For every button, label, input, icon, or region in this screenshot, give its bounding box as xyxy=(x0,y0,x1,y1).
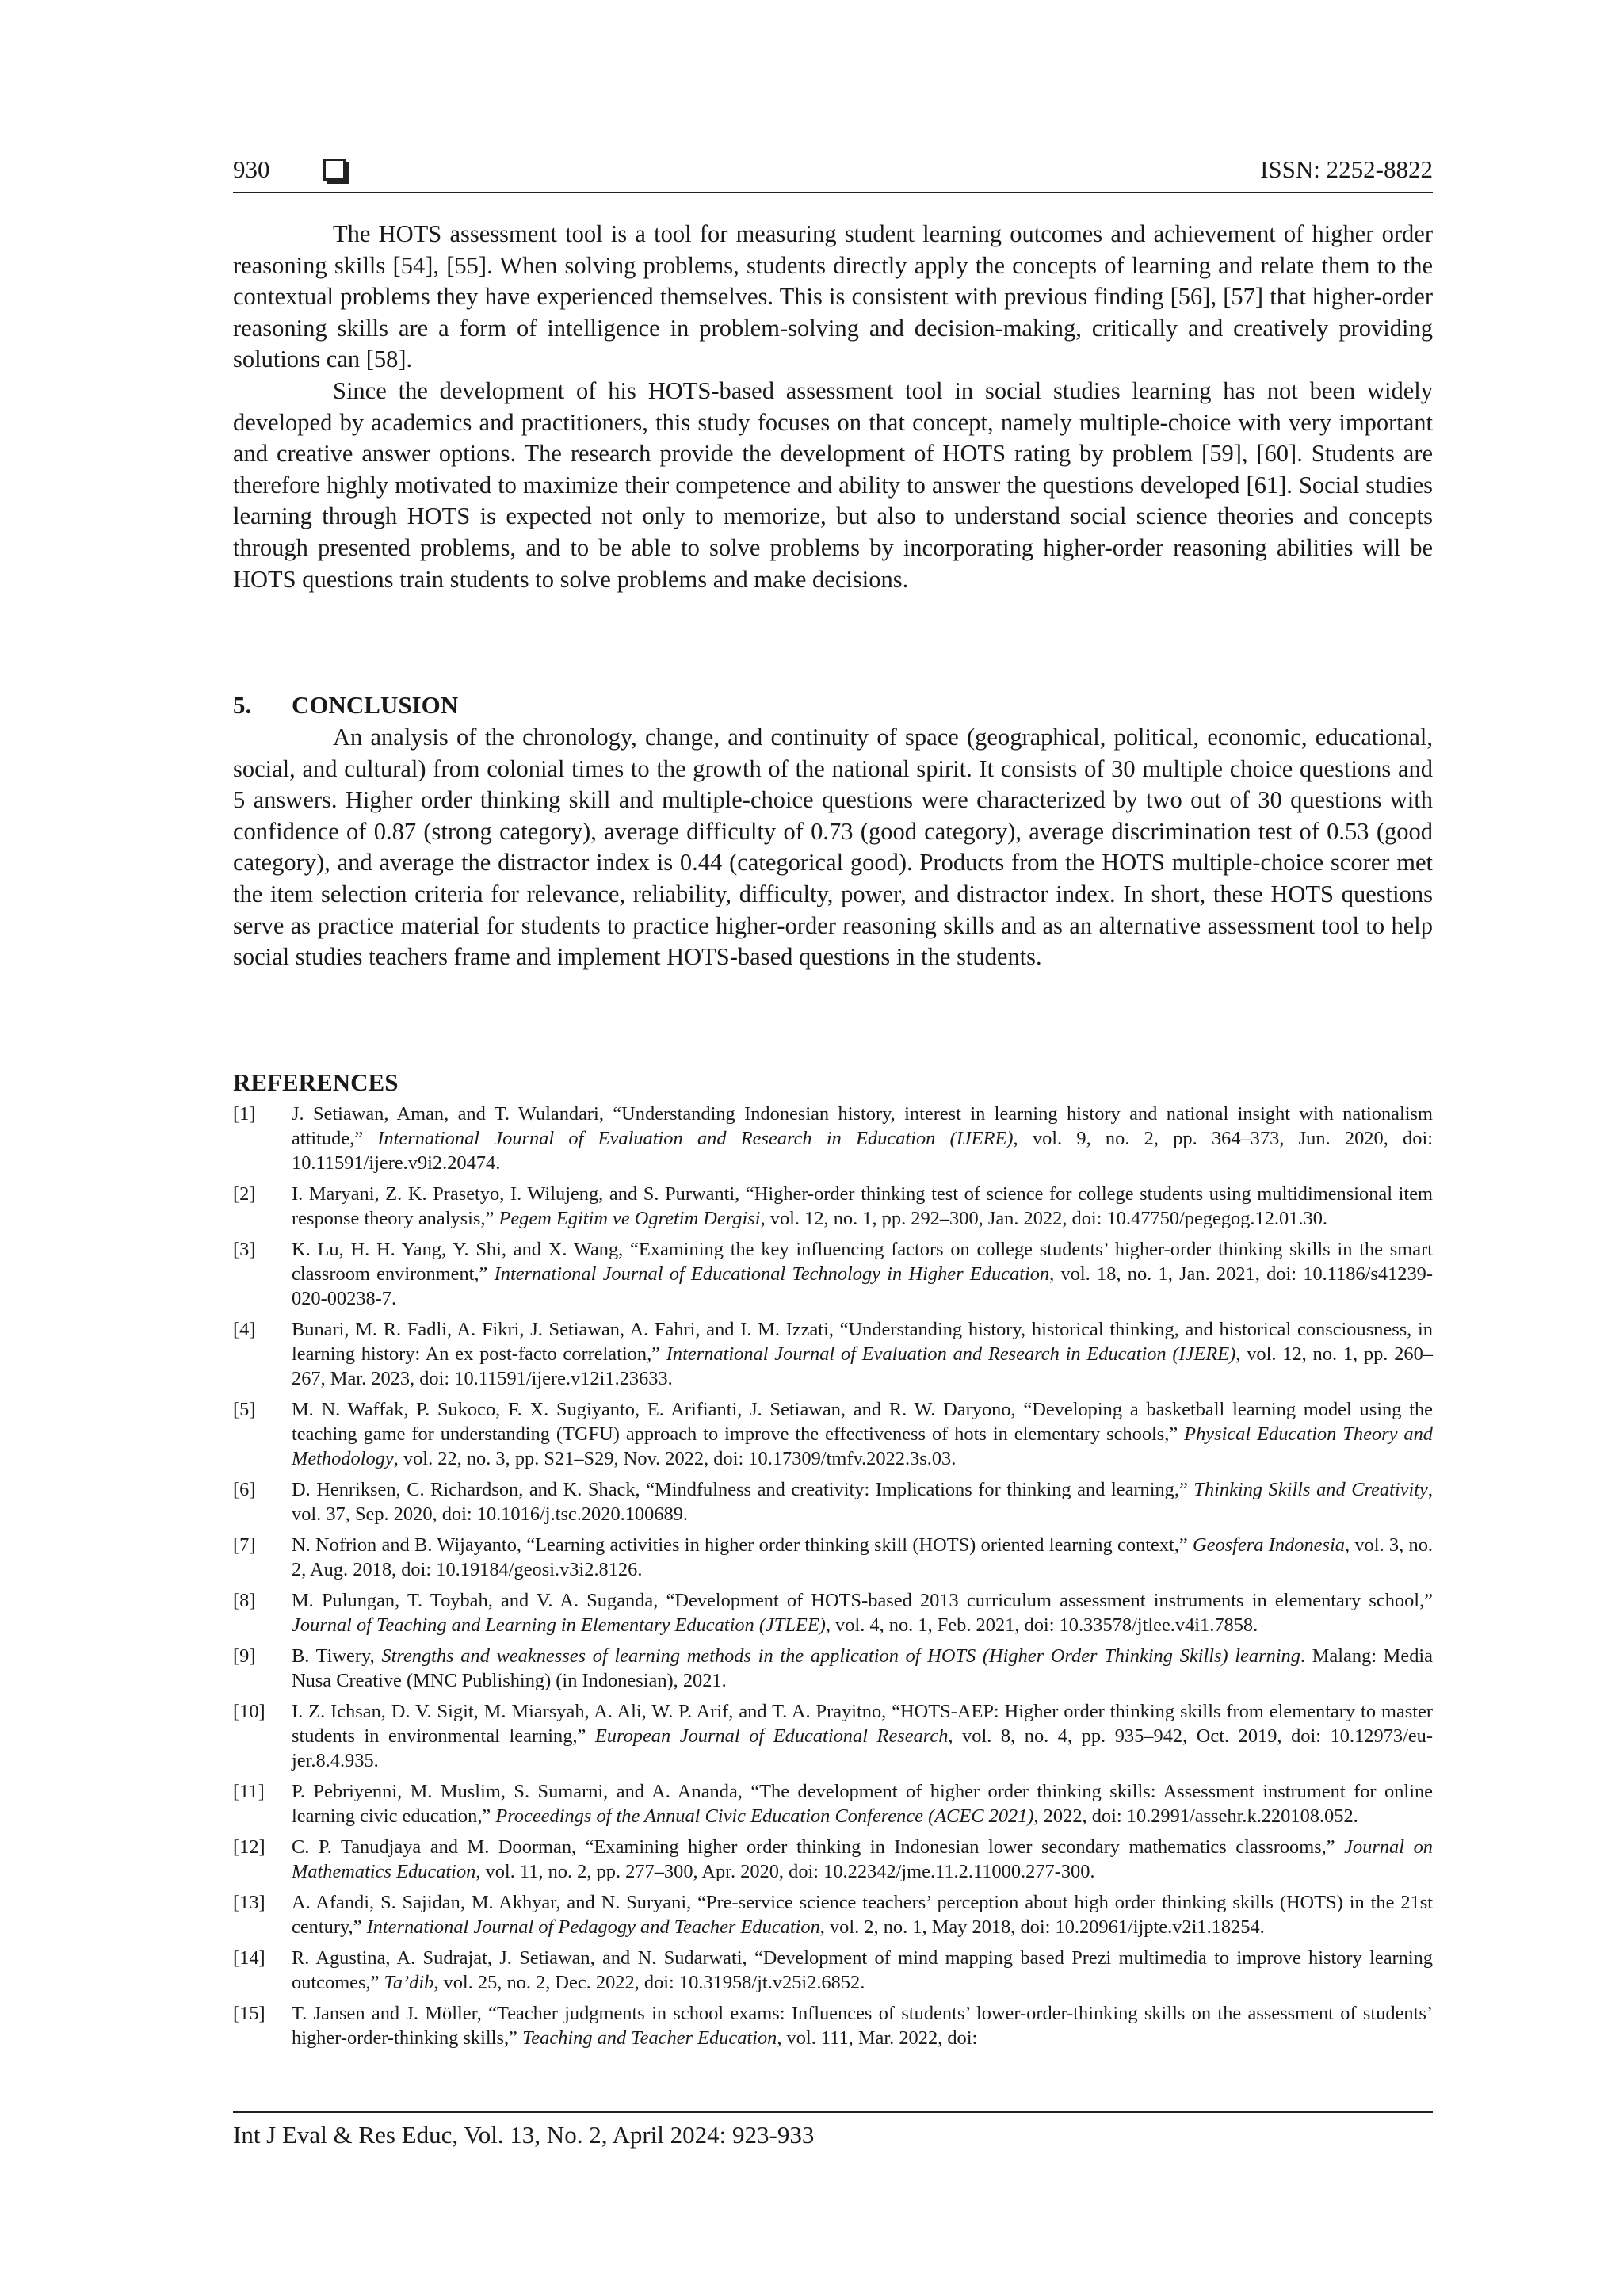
reference-details: , vol. 3, no. 2, Aug. 2018, doi: 10.19184/geosi.v3i2.8126. xyxy=(292,1534,1434,1580)
reference-details: . Malang: Media Nusa Creative (MNC Publishing) (in Indonesian), 2021. xyxy=(292,1645,1433,1691)
reference-journal: International Journal of Pedagogy and Teacher Education xyxy=(366,1916,820,1938)
reference-number: [4] xyxy=(233,1319,256,1340)
reference-journal: Thinking Skills and Creativity xyxy=(1193,1479,1428,1500)
reference-item xyxy=(233,1533,1433,1582)
conclusion-section xyxy=(233,722,1433,973)
reference-item xyxy=(233,1102,1433,1175)
reference-number: [12] xyxy=(233,1836,265,1858)
reference-item xyxy=(233,1699,1433,1773)
reference-journal: European Journal of Educational Research xyxy=(594,1725,949,1747)
reference-number: [15] xyxy=(233,2003,265,2024)
reference-number: [5] xyxy=(233,1399,256,1420)
conclusion-paragraph: An analysis of the chronology, change, and continuity of space (geographical, political, economic, educational, social, and cultural) from colonial times to the growth of the national spirit. It consists of 30 multiple choice questions and 5 answers. Higher order thinking skill and multiple-choice questions were characterized by two out of 30 questions with confidence of 0.87 (strong category), average difficulty of 0.73 (good category), average discrimination test of 0.53 (good category), and average the distractor index is 0.44 (categorical good). Products from the HOTS multiple-choice scorer met the item selection criteria for relevance, reliability, difficulty, power, and distractor index. In short, these HOTS questions serve as practice material for students to practice higher-order reasoning skills and as an alternative assessment tool to help social studies teachers frame and implement HOTS-based questions in the students. xyxy=(233,724,1433,971)
reference-details: , vol. 18, no. 1, Jan. 2021, doi: 10.1186/s41239-020-00238-7. xyxy=(292,1263,1434,1309)
reference-authors-title: M. Pulungan, T. Toybah, and V. A. Suganda, “Development of HOTS-based 2013 curriculum assessment instruments in elementary school,” xyxy=(292,1590,1433,1611)
reference-details: , vol. 111, Mar. 2022, doi: xyxy=(777,2027,978,2049)
reference-item xyxy=(233,1835,1433,1884)
reference-number: [11] xyxy=(233,1781,265,1802)
references-heading: REFERENCES xyxy=(233,1068,399,1096)
reference-number: [7] xyxy=(233,1534,256,1556)
reference-authors-title: N. Nofrion and B. Wijayanto, “Learning activities in higher order thinking skill (HOTS) oriented learning context,” xyxy=(292,1534,1193,1556)
reference-details: , vol. 37, Sep. 2020, doi: 10.1016/j.tsc.2020.100689. xyxy=(292,1479,1433,1525)
reference-authors-title: R. Agustina, A. Sudrajat, J. Setiawan, and N. Sudarwati, “Development of mind mapping based Prezi multimedia to improve history learning outcomes,” xyxy=(292,1947,1433,1993)
reference-details: , vol. 4, no. 1, Feb. 2021, doi: 10.33578/jtlee.v4i1.7858. xyxy=(825,1614,1258,1636)
reference-item xyxy=(233,1397,1433,1471)
conclusion-heading xyxy=(233,691,458,720)
reference-details: , vol. 22, no. 3, pp. S21–S29, Nov. 2022, doi: 10.17309/tmfv.2022.3s.03. xyxy=(393,1448,957,1469)
reference-journal: Physical Education Theory and Methodology xyxy=(292,1423,1433,1469)
reference-journal: International Journal of Evaluation and Research in Education (IJERE) xyxy=(666,1343,1236,1365)
reference-journal: Geosfera Indonesia xyxy=(1193,1534,1345,1556)
reference-journal: Journal on Mathematics Education xyxy=(292,1836,1433,1882)
reference-details: , vol. 12, no. 1, pp. 292–300, Jan. 2022, doi: 10.47750/pegegog.12.01.30. xyxy=(760,1208,1327,1229)
reference-item xyxy=(233,1779,1433,1828)
reference-number: [6] xyxy=(233,1479,256,1500)
reference-journal: Proceedings of the Annual Civic Education Conference (ACEC 2021) xyxy=(495,1805,1034,1827)
page-header xyxy=(233,155,1433,193)
reference-authors-title: D. Henriksen, C. Richardson, and K. Shack, “Mindfulness and creativity: Implications for thinking and learning,” xyxy=(292,1479,1194,1500)
section-number: 5. xyxy=(233,691,252,719)
reference-item xyxy=(233,1477,1433,1526)
reference-details: , vol. 25, no. 2, Dec. 2022, doi: 10.31958/jt.v25i2.6852. xyxy=(433,1972,865,1993)
reference-number: [14] xyxy=(233,1947,265,1969)
reference-authors-title: C. P. Tanudjaya and M. Doorman, “Examining higher order thinking in Indonesian lower secondary mathematics classrooms,” xyxy=(292,1836,1345,1858)
reference-details: , vol. 9, no. 2, pp. 364–373, Jun. 2020, doi: 10.11591/ijere.v9i2.20474. xyxy=(292,1128,1433,1174)
reference-details: , vol. 2, no. 1, May 2018, doi: 10.20961/ijpte.v2i1.18254. xyxy=(819,1916,1265,1938)
reference-details: , vol. 11, no. 2, pp. 277–300, Apr. 2020, doi: 10.22342/jme.11.2.11000.277-300. xyxy=(475,1861,1095,1882)
reference-details: , 2022, doi: 10.2991/assehr.k.220108.052. xyxy=(1033,1805,1358,1827)
reference-authors-title: B. Tiwery, xyxy=(292,1645,382,1667)
reference-item xyxy=(233,1890,1433,1939)
reference-number: [1] xyxy=(233,1103,256,1125)
reference-journal: Journal of Teaching and Learning in Elementary Education (JTLEE) xyxy=(292,1614,826,1636)
reference-journal: Ta’dib xyxy=(384,1972,434,1993)
reference-item xyxy=(233,1182,1433,1231)
reference-item xyxy=(233,1946,1433,1995)
reference-details: , vol. 12, no. 1, pp. 260–267, Mar. 2023, doi: 10.11591/ijere.v12i1.23633. xyxy=(292,1343,1433,1389)
journal-citation: Int J Eval & Res Educ, Vol. 13, No. 2, April 2024: 923-933 xyxy=(233,2121,815,2149)
page-footer xyxy=(233,2111,1433,2149)
reference-authors-title: T. Jansen and J. Möller, “Teacher judgments in school exams: Influences of students’ lower-order-thinking skills on the assessment of students’ higher-order-thinking skills,” xyxy=(292,2003,1433,2049)
reference-number: [3] xyxy=(233,1239,256,1260)
section-title: CONCLUSION xyxy=(292,691,459,719)
references-list xyxy=(233,1102,1433,2057)
reference-item xyxy=(233,1588,1433,1637)
journal-issn: ISSN: 2252-8822 xyxy=(1260,155,1433,183)
reference-journal: International Journal of Evaluation and Research in Education (IJERE) xyxy=(377,1128,1014,1149)
reference-number: [2] xyxy=(233,1183,256,1205)
reference-authors-title: M. N. Waffak, P. Sukoco, F. X. Sugiyanto, E. Arifianti, J. Setiawan, and R. W. Daryono, “Developing a basketball learning model using the teaching game for understanding (TGFU) approach to improve the effectiveness of hots in elementary schools,” xyxy=(292,1399,1433,1445)
discussion-paragraph: The HOTS assessment tool is a tool for measuring student learning outcomes and achievement of higher order reasoning skills [54], [55]. When solving problems, students directly apply the concepts of learning and relate them to the contextual problems they have experienced themselves. This is consistent with previous finding [56], [57] that higher-order reasoning skills are a form of intelligence in problem-solving and decision-making, critically and creatively providing solutions can [58]. xyxy=(233,220,1433,373)
reference-item xyxy=(233,2001,1433,2050)
reference-item xyxy=(233,1237,1433,1311)
reference-number: [13] xyxy=(233,1892,265,1913)
checkbox-square-icon xyxy=(323,159,346,181)
reference-item xyxy=(233,1644,1433,1693)
reference-journal: Strengths and weaknesses of learning methods in the application of HOTS (Higher Order Thinking Skills) learning xyxy=(381,1645,1300,1667)
reference-authors-title: Bunari, M. R. Fadli, A. Fikri, J. Setiawan, A. Fahri, and I. M. Izzati, “Understanding history, historical thinking, and historical consciousness, in learning history: An ex post-facto correlation,” xyxy=(292,1319,1433,1365)
reference-number: [9] xyxy=(233,1645,256,1667)
page-number: 930 xyxy=(233,155,270,183)
reference-details: , vol. 8, no. 4, pp. 935–942, Oct. 2019, doi: 10.12973/eu-jer.8.4.935. xyxy=(292,1725,1433,1771)
reference-authors-title: A. Afandi, S. Sajidan, M. Akhyar, and N. Suryani, “Pre-service science teachers’ perception about high order thinking skills (HOTS) in the 21st century,” xyxy=(292,1892,1433,1938)
reference-journal: Teaching and Teacher Education xyxy=(521,2027,777,2049)
reference-authors-title: P. Pebriyenni, M. Muslim, S. Sumarni, and A. Ananda, “The development of higher order thinking skills: Assessment instrument for online learning civic education,” xyxy=(292,1781,1433,1827)
reference-number: [10] xyxy=(233,1701,265,1722)
reference-authors-title: I. Maryani, Z. K. Prasetyo, I. Wilujeng, and S. Purwanti, “Higher-order thinking test of science for college students using multidimensional item response theory analysis,” xyxy=(292,1183,1433,1229)
reference-item xyxy=(233,1317,1433,1391)
reference-authors-title: K. Lu, H. H. Yang, Y. Shi, and X. Wang, “Examining the key influencing factors on college students’ higher-order thinking skills in the smart classroom environment,” xyxy=(292,1239,1433,1285)
reference-number: [8] xyxy=(233,1590,256,1611)
discussion-paragraph: Since the development of his HOTS-based assessment tool in social studies learning has not been widely developed by academics and practitioners, this study focuses on that concept, namely multiple-choice with very important and creative answer options. The research provide the development of HOTS rating by problem [59], [60]. Students are therefore highly motivated to maximize their competence and ability to answer the questions developed [61]. Social studies learning through HOTS is expected not only to memorize, but also to understand social science theories and concepts through presented problems, and to be able to solve problems by incorporating higher-order reasoning abilities will be HOTS questions train students to solve problems and make decisions. xyxy=(233,376,1433,593)
reference-journal: International Journal of Educational Technology in Higher Education xyxy=(494,1263,1050,1285)
reference-journal: Pegem Egitim ve Ogretim Dergisi xyxy=(498,1208,761,1229)
reference-authors-title: I. Z. Ichsan, D. V. Sigit, M. Miarsyah, A. Ali, W. P. Arif, and T. A. Prayitno, “HOTS-AEP: Higher order thinking skills from elementary to master students in environmental learning,” xyxy=(292,1701,1433,1747)
reference-authors-title: J. Setiawan, Aman, and T. Wulandari, “Understanding Indonesian history, interest in learning history and national insight with nationalism attitude,” xyxy=(292,1103,1433,1149)
discussion-section xyxy=(233,219,1433,595)
